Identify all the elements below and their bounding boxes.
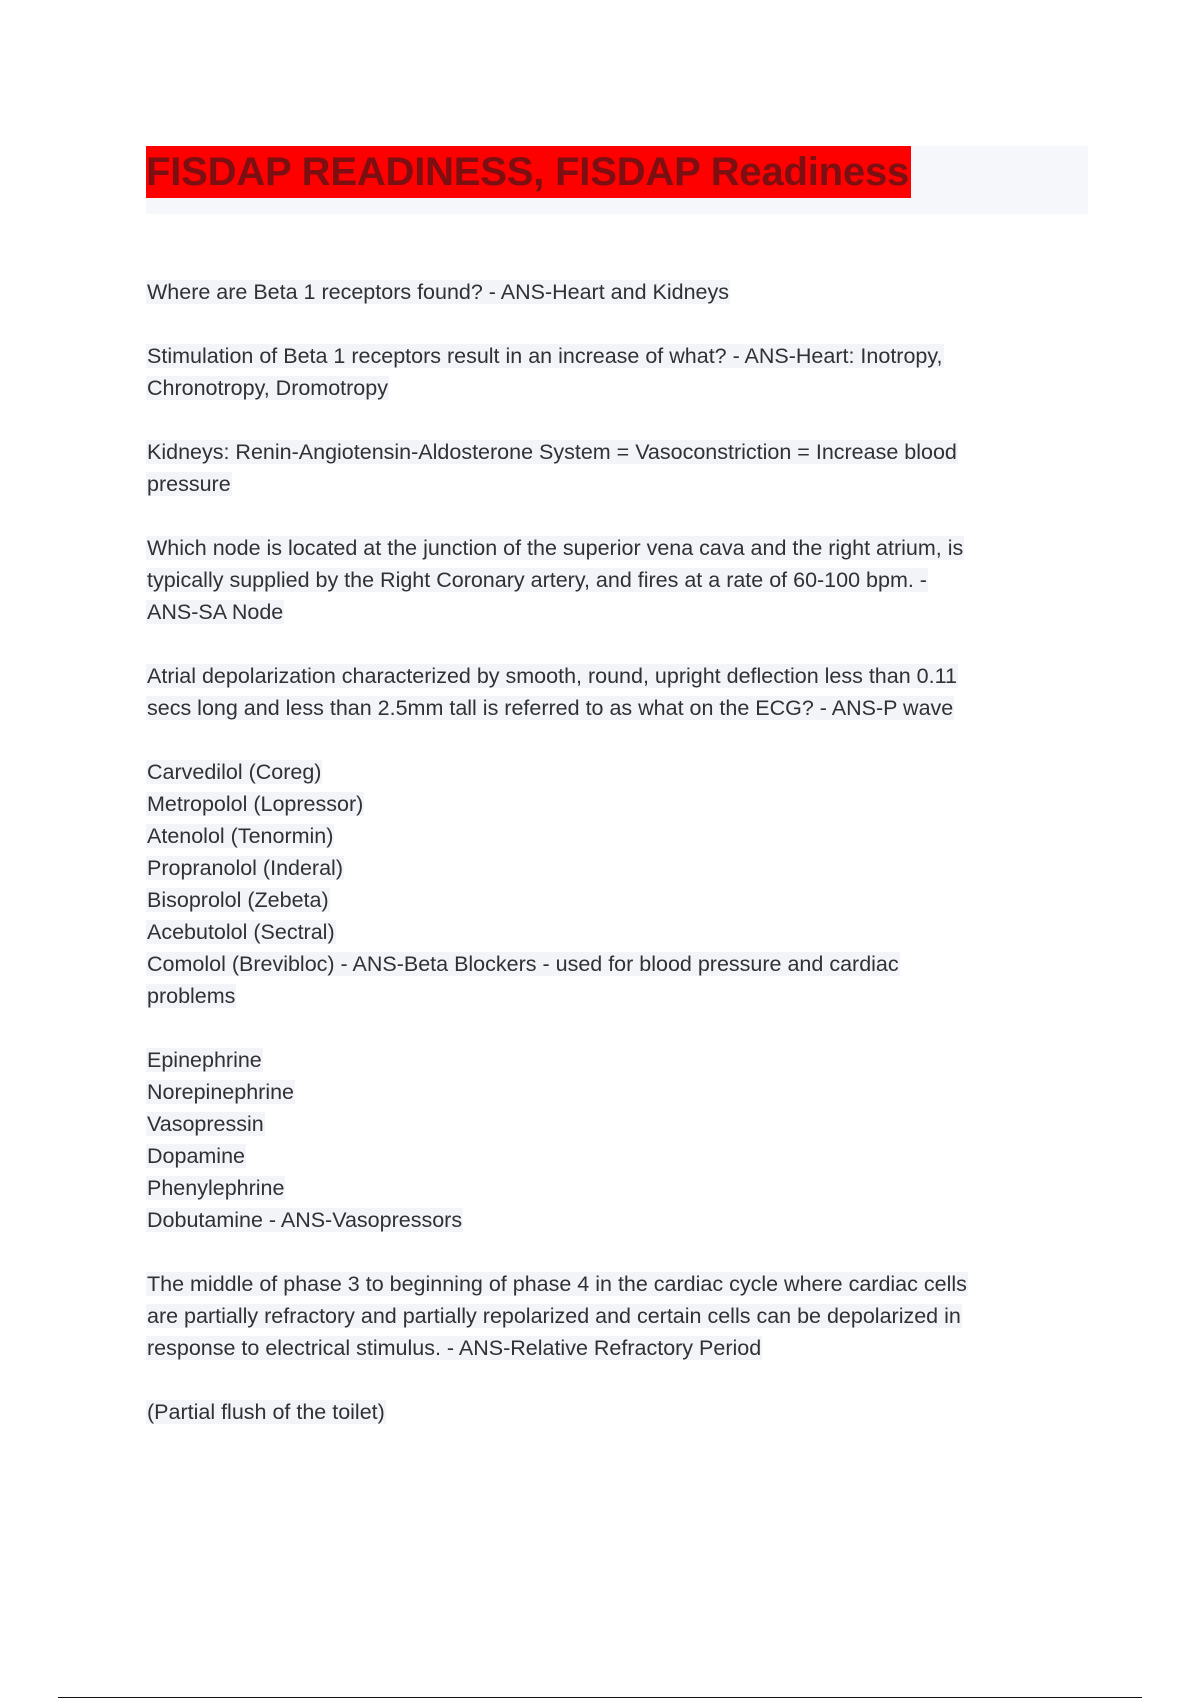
qa-paragraph (146, 1396, 1086, 1428)
text-line (146, 340, 1086, 372)
text-line (146, 660, 1086, 692)
text-line (146, 820, 1086, 852)
text-line-content: pressure (147, 472, 231, 496)
text-line-content: ANS-SA Node (147, 600, 284, 624)
text-line-content: Dopamine (147, 1144, 245, 1168)
text-line-content: secs long and less than 2.5mm tall is referred to as what on the ECG? - ANS-P wave (147, 696, 954, 720)
text-line-content: The middle of phase 3 to beginning of phase 4 in the cardiac cycle where cardiac cells (147, 1272, 967, 1296)
text-line-content: Bisoprolol (Zebeta) (147, 888, 329, 912)
text-line (146, 468, 1086, 500)
text-line-content: Norepinephrine (147, 1080, 295, 1104)
text-line (146, 916, 1086, 948)
text-line-content: Kidneys: Renin-Angiotensin-Aldosterone System = Vasoconstriction = Increase blood (147, 440, 957, 464)
text-line (146, 1172, 1086, 1204)
qa-paragraph (146, 532, 1086, 628)
text-line (146, 1300, 1086, 1332)
text-line-content: Which node is located at the junction of the superior vena cava and the right atrium, is (147, 536, 964, 560)
text-line-content: Stimulation of Beta 1 receptors result in an increase of what? - ANS-Heart: Inotropy, (147, 344, 943, 368)
text-line (146, 276, 1086, 308)
text-line-content: Dobutamine - ANS-Vasopressors (147, 1208, 463, 1232)
text-line-content: Where are Beta 1 receptors found? - ANS-Heart and Kidneys (147, 280, 730, 304)
text-line (146, 1076, 1086, 1108)
text-line (146, 532, 1086, 564)
text-line-content: are partially refractory and partially repolarized and certain cells can be depolarized in (147, 1304, 961, 1328)
qa-paragraph (146, 1044, 1086, 1236)
text-line (146, 1268, 1086, 1300)
text-line (146, 596, 1086, 628)
text-line-content: Carvedilol (Coreg) (147, 760, 322, 784)
qa-paragraph (146, 340, 1086, 404)
text-line (146, 852, 1086, 884)
document-title: FISDAP READINESS, FISDAP Readiness (146, 146, 911, 198)
text-line-content: problems (147, 984, 236, 1008)
text-line (146, 1140, 1086, 1172)
text-line (146, 1044, 1086, 1076)
text-line (146, 564, 1086, 596)
text-line (146, 980, 1086, 1012)
text-line (146, 1332, 1086, 1364)
text-line-content: typically supplied by the Right Coronary artery, and fires at a rate of 60-100 bpm. - (147, 568, 927, 592)
text-line (146, 436, 1086, 468)
qa-paragraph (146, 436, 1086, 500)
text-line (146, 1204, 1086, 1236)
text-line-content: Phenylephrine (147, 1176, 285, 1200)
text-line-content: Epinephrine (147, 1048, 262, 1072)
footer-divider (58, 1697, 1142, 1698)
qa-paragraph (146, 756, 1086, 1012)
document-body (146, 276, 1086, 1428)
text-line (146, 1396, 1086, 1428)
text-line (146, 692, 1086, 724)
qa-paragraph (146, 660, 1086, 724)
qa-paragraph (146, 1268, 1086, 1364)
text-line-content: Atenolol (Tenormin) (147, 824, 334, 848)
text-line-content: Vasopressin (147, 1112, 264, 1136)
text-line (146, 756, 1086, 788)
text-line-content: Acebutolol (Sectral) (147, 920, 335, 944)
text-line (146, 948, 1086, 980)
text-line-content: Chronotropy, Dromotropy (147, 376, 388, 400)
text-line-content: (Partial flush of the toilet) (147, 1400, 385, 1424)
qa-paragraph (146, 276, 1086, 308)
text-line (146, 788, 1086, 820)
text-line-content: Atrial depolarization characterized by smooth, round, upright deflection less than 0.11 (147, 664, 957, 688)
text-line-content: Metropolol (Lopressor) (147, 792, 364, 816)
text-line (146, 1108, 1086, 1140)
text-line-content: Propranolol (Inderal) (147, 856, 343, 880)
text-line-content: response to electrical stimulus. - ANS-Relative Refractory Period (147, 1336, 762, 1360)
text-line-content: Comolol (Brevibloc) - ANS-Beta Blockers - used for blood pressure and cardiac (147, 952, 899, 976)
text-line (146, 372, 1086, 404)
text-line (146, 884, 1086, 916)
